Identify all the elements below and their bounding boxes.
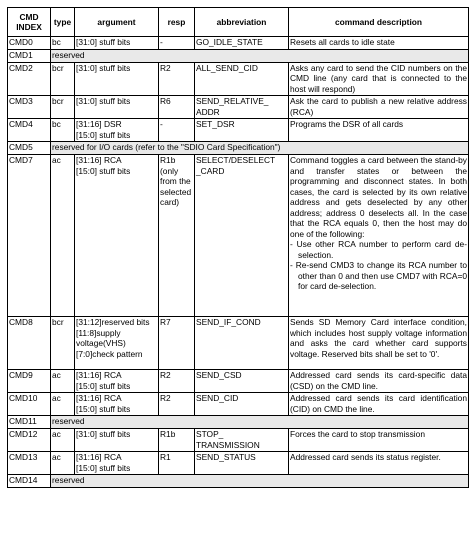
table-body bbox=[8, 37, 469, 488]
reserved-cell: reserved bbox=[51, 475, 469, 488]
argument-line: [11:8]supply voltage(VHS) bbox=[76, 327, 126, 348]
table-row bbox=[8, 370, 469, 393]
type-cell: ac bbox=[51, 370, 75, 393]
cmd-index-cell: CMD9 bbox=[8, 370, 51, 393]
resp-cell: - bbox=[159, 119, 195, 142]
argument-cell bbox=[75, 155, 159, 317]
table-row bbox=[8, 429, 469, 452]
cmd-index-cell: CMD13 bbox=[8, 452, 51, 475]
argument-line: [31:12]reserved bits bbox=[76, 317, 150, 327]
abbreviation-cell bbox=[195, 452, 289, 475]
argument-line: [31:16] RCA bbox=[76, 370, 122, 380]
resp-cell: R1 bbox=[159, 452, 195, 475]
description-cell bbox=[289, 393, 469, 416]
abbreviation-cell bbox=[195, 317, 289, 370]
abbreviation-cell bbox=[195, 96, 289, 119]
argument-cell bbox=[75, 96, 159, 119]
argument-cell bbox=[75, 429, 159, 452]
table-row bbox=[8, 475, 469, 488]
argument-line: [31:16] RCA bbox=[76, 393, 122, 403]
type-cell: ac bbox=[51, 155, 75, 317]
cmd-index-cell: CMD7 bbox=[8, 155, 51, 317]
description-cell bbox=[289, 452, 469, 475]
reserved-cell: reserved for I/O cards (refer to the "SDIO Card Specification") bbox=[51, 142, 469, 155]
command-table-page bbox=[7, 7, 468, 488]
abbreviation-line: STOP_ bbox=[196, 429, 224, 439]
argument-line: [31:16] DSR bbox=[76, 119, 122, 129]
argument-line: [15:0] stuff bits bbox=[76, 462, 131, 473]
description-text: Programs the DSR of all cards bbox=[290, 119, 404, 129]
abbreviation-line: ALL_SEND_CID bbox=[196, 62, 258, 73]
table-row bbox=[8, 62, 469, 96]
abbreviation-cell bbox=[195, 429, 289, 452]
argument-line: [15:0] stuff bits bbox=[76, 129, 131, 140]
type-cell: bcr bbox=[51, 96, 75, 119]
argument-cell bbox=[75, 452, 159, 475]
description-cell bbox=[289, 317, 469, 370]
argument-line: [31:16] RCA bbox=[76, 452, 122, 462]
argument-cell bbox=[75, 370, 159, 393]
abbreviation-line: SET_DSR bbox=[196, 119, 235, 129]
resp-cell: R1b (only from the selected card) bbox=[159, 155, 195, 317]
table-row bbox=[8, 416, 469, 429]
cmd-index-cell: CMD5 bbox=[8, 142, 51, 155]
type-cell: bc bbox=[51, 37, 75, 50]
abbreviation-cell bbox=[195, 37, 289, 50]
resp-cell: R2 bbox=[159, 393, 195, 416]
description-text: Ask the card to publish a new relative address (RCA) bbox=[290, 96, 467, 117]
argument-line: [31:0] stuff bits bbox=[76, 62, 131, 73]
description-text: Forces the card to stop transmission bbox=[290, 429, 425, 439]
header-resp: resp bbox=[159, 8, 195, 37]
table-row bbox=[8, 37, 469, 50]
description-text: Addressed card sends its card-specific data (CSD) on the CMD line. bbox=[290, 370, 467, 391]
argument-line: [15:0] stuff bits bbox=[76, 403, 131, 414]
description-text: Sends SD Memory Card interface condition, which includes host supply voltage information and asks the card whether card supports voltage. Reserved bits shall be set to '0'. bbox=[290, 317, 467, 359]
resp-cell: R7 bbox=[159, 317, 195, 370]
argument-line: [31:0] stuff bits bbox=[76, 429, 131, 439]
abbreviation-cell bbox=[195, 119, 289, 142]
abbreviation-cell bbox=[195, 393, 289, 416]
cmd-index-cell: CMD1 bbox=[8, 49, 51, 62]
cmd-index-cell: CMD0 bbox=[8, 37, 51, 50]
table-header-row bbox=[8, 8, 469, 37]
resp-cell: R2 bbox=[159, 370, 195, 393]
argument-cell bbox=[75, 37, 159, 50]
reserved-cell: reserved bbox=[51, 416, 469, 429]
type-cell: bc bbox=[51, 119, 75, 142]
reserved-cell: reserved bbox=[51, 49, 469, 62]
table-row bbox=[8, 96, 469, 119]
table-row bbox=[8, 155, 469, 317]
table-row bbox=[8, 119, 469, 142]
argument-line: [31:16] RCA bbox=[76, 155, 122, 165]
abbreviation-line: GO_IDLE_STATE bbox=[196, 37, 263, 47]
argument-line: [31:0] stuff bits bbox=[76, 96, 131, 106]
cmd-index-cell: CMD14 bbox=[8, 475, 51, 488]
argument-cell bbox=[75, 62, 159, 96]
table-row bbox=[8, 317, 469, 370]
argument-line: [31:0] stuff bits bbox=[76, 37, 131, 47]
description-text: Resets all cards to idle state bbox=[290, 37, 395, 47]
type-cell: bcr bbox=[51, 62, 75, 96]
abbreviation-cell bbox=[195, 370, 289, 393]
abbreviation-line: TRANSMISSION bbox=[196, 439, 260, 450]
description-cell bbox=[289, 37, 469, 50]
cmd-index-cell: CMD12 bbox=[8, 429, 51, 452]
description-text: Command toggles a card between the stand-by and transfer states or between the programming and disconnect states. In both cases, the card is selected by its own relative address and gets deselected by any other address; address 0 deselects all. In the case that the RCA equals 0, then the host may do one of the following: bbox=[290, 155, 467, 239]
type-cell: ac bbox=[51, 393, 75, 416]
argument-cell bbox=[75, 119, 159, 142]
type-cell: ac bbox=[51, 452, 75, 475]
argument-line: [15:0] stuff bits bbox=[76, 165, 131, 176]
description-cell bbox=[289, 370, 469, 393]
header-command-description: command description bbox=[289, 8, 469, 37]
abbreviation-line: SEND_CID bbox=[196, 393, 239, 403]
sd-command-table bbox=[7, 7, 469, 488]
description-cell bbox=[289, 429, 469, 452]
resp-cell: R2 bbox=[159, 62, 195, 96]
abbreviation-cell bbox=[195, 62, 289, 96]
header-argument: argument bbox=[75, 8, 159, 37]
abbreviation-line: ADDR bbox=[196, 106, 220, 117]
type-cell: ac bbox=[51, 429, 75, 452]
table-row bbox=[8, 393, 469, 416]
table-row bbox=[8, 49, 469, 62]
cmd-index-cell: CMD4 bbox=[8, 119, 51, 142]
abbreviation-line: SELECT/DESELECT bbox=[196, 155, 276, 165]
abbreviation-cell bbox=[195, 155, 289, 317]
argument-cell bbox=[75, 317, 159, 370]
description-text: Addressed card sends its status register. bbox=[290, 452, 441, 462]
description-bullet: - Use other RCA number to perform card de-selection. bbox=[290, 239, 467, 260]
table-row bbox=[8, 142, 469, 155]
description-text: Asks any card to send the CID numbers on the CMD line (any card that is connected to the host will respond) bbox=[290, 62, 467, 94]
description-cell bbox=[289, 119, 469, 142]
type-cell: bcr bbox=[51, 317, 75, 370]
cmd-index-cell: CMD3 bbox=[8, 96, 51, 119]
argument-line: [7:0]check pattern bbox=[76, 348, 143, 359]
cmd-index-cell: CMD10 bbox=[8, 393, 51, 416]
cmd-index-cell: CMD8 bbox=[8, 317, 51, 370]
cmd-index-cell: CMD11 bbox=[8, 416, 51, 429]
argument-line: [15:0] stuff bits bbox=[76, 380, 131, 391]
header-cmd-index: CMD INDEX bbox=[8, 8, 51, 37]
argument-cell bbox=[75, 393, 159, 416]
resp-cell: - bbox=[159, 37, 195, 50]
resp-cell: R6 bbox=[159, 96, 195, 119]
description-bullet: - Re-send CMD3 to change its RCA number to other than 0 and then use CMD7 with RCA=0 for card de-selection. bbox=[290, 260, 467, 291]
abbreviation-line: _CARD bbox=[196, 165, 225, 176]
cmd-index-cell: CMD2 bbox=[8, 62, 51, 96]
description-text: Addressed card sends its card identification (CID) on CMD the line. bbox=[290, 393, 467, 414]
abbreviation-line: SEND_RELATIVE_ bbox=[196, 96, 269, 106]
description-cell bbox=[289, 96, 469, 119]
abbreviation-line: SEND_CSD bbox=[196, 370, 242, 380]
table-row bbox=[8, 452, 469, 475]
description-cell bbox=[289, 62, 469, 96]
header-type: type bbox=[51, 8, 75, 37]
resp-cell: R1b bbox=[159, 429, 195, 452]
abbreviation-line: SEND_STATUS bbox=[196, 452, 256, 462]
header-abbreviation: abbreviation bbox=[195, 8, 289, 37]
description-cell bbox=[289, 155, 469, 317]
abbreviation-line: SEND_IF_COND bbox=[196, 317, 261, 327]
